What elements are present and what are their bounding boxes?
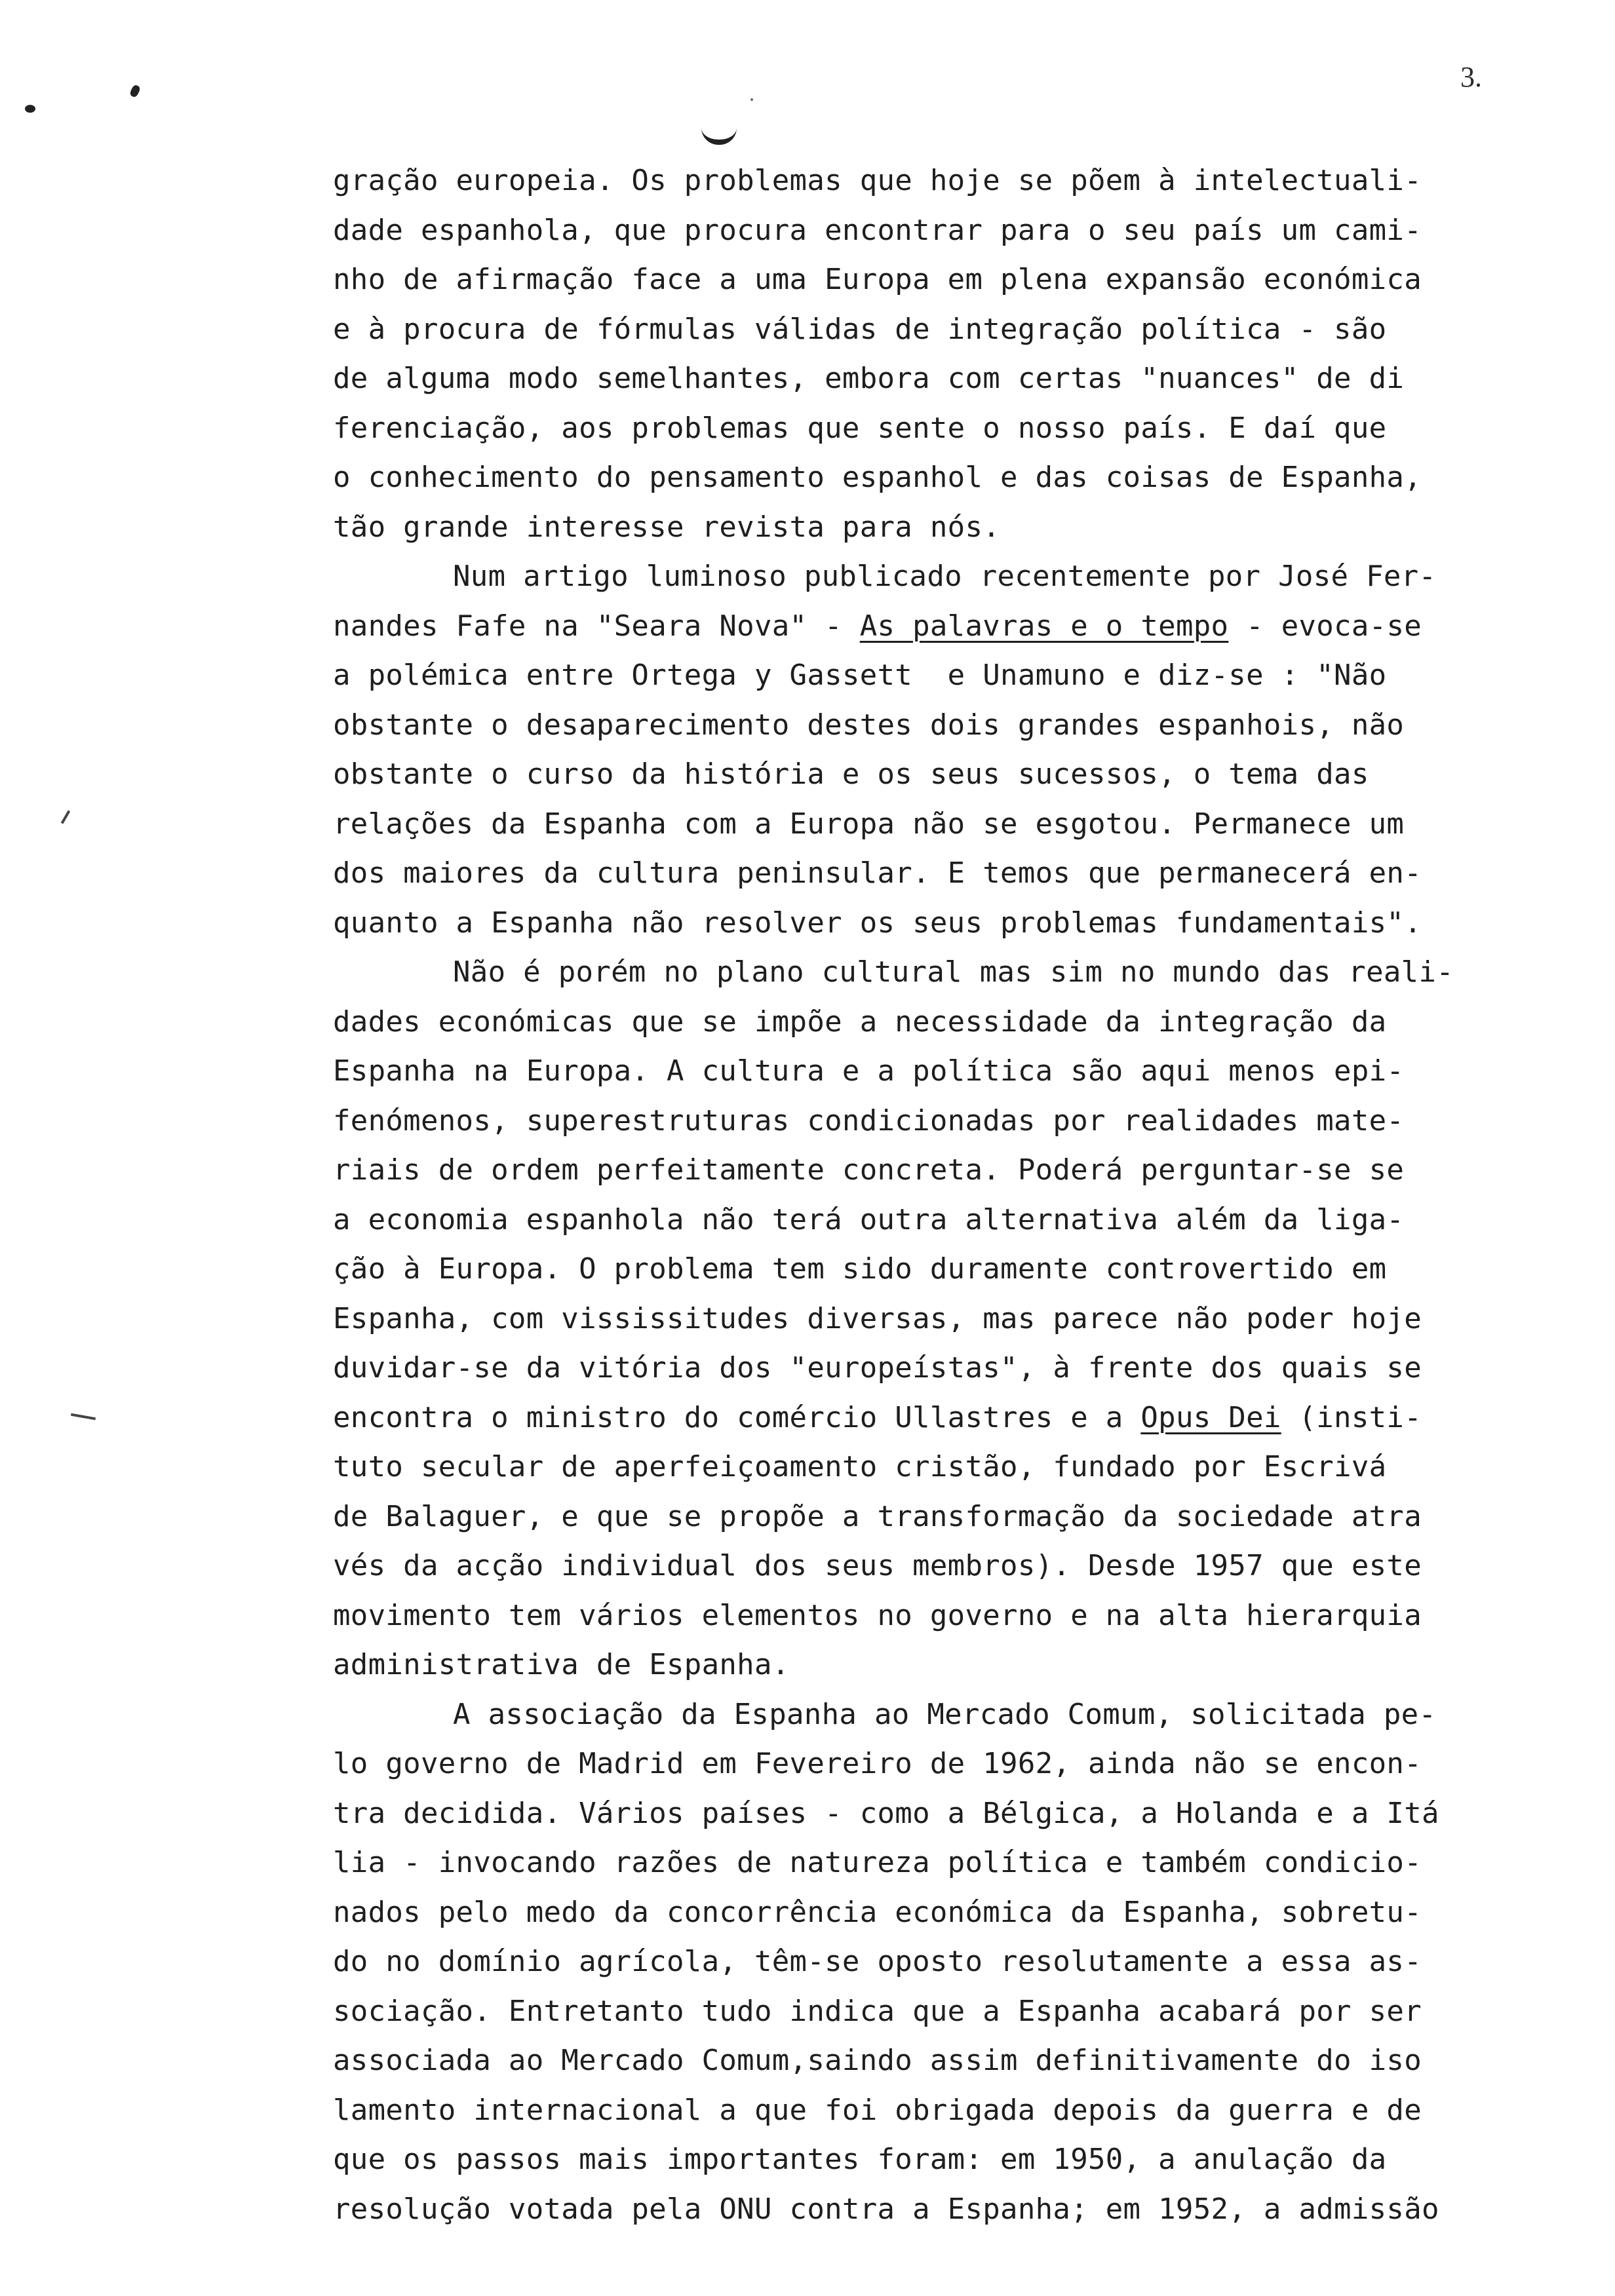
page-number: 3. xyxy=(1460,61,1482,93)
text-line: lia - invocando razões de natureza política e também condicio- xyxy=(333,1846,1422,1879)
text-line: encontra o ministro do comércio Ullastres e a Opus Dei (insti- xyxy=(333,1400,1422,1434)
text-line: e à procura de fórmulas válidas de integração política - são xyxy=(333,312,1387,346)
paragraph xyxy=(333,1690,1591,2234)
text-line: duvidar-se da vitória dos "europeístas", à frente dos quais se xyxy=(333,1351,1422,1385)
text-line: relações da Espanha com a Europa não se esgotou. Permanece um xyxy=(333,807,1405,841)
paragraph xyxy=(333,947,1591,1690)
underlined-title: As palavras e o tempo xyxy=(859,609,1229,643)
text-line: quanto a Espanha não resolver os seus problemas fundamentais". xyxy=(333,906,1422,940)
text-line: ção à Europa. O problema tem sido duramente controvertido em xyxy=(333,1252,1387,1286)
text-line: de alguma modo semelhantes, embora com certas "nuances" de di xyxy=(333,362,1405,395)
text-line: gração europeia. Os problemas que hoje se põem à intelectuali- xyxy=(333,164,1422,197)
text-line: movimento tem vários elementos no governo e na alta hierarquia xyxy=(333,1598,1422,1632)
text-line: lamento internacional a que foi obrigada depois da guerra e de xyxy=(333,2093,1422,2127)
ink-blot-mark xyxy=(25,105,35,113)
pencil-tick-mark xyxy=(701,128,737,145)
text-line: Espanha, com vississitudes diversas, mas parece não poder hoje xyxy=(333,1301,1422,1335)
margin-dash-mark xyxy=(71,1413,96,1421)
text-line: obstante o curso da história e os seus sucessos, o tema das xyxy=(333,757,1369,791)
text-line: nho de afirmação face a uma Europa em plena expansão económica xyxy=(333,263,1422,296)
text-line: lo governo de Madrid em Fevereiro de 1962, ainda não se encon- xyxy=(333,1747,1422,1780)
text-line: riais de ordem perfeitamente concreta. Poderá perguntar-se se xyxy=(333,1153,1405,1187)
ink-blot-mark xyxy=(129,84,141,98)
underlined-title: Opus Dei xyxy=(1140,1400,1281,1434)
text-line: associada ao Mercado Comum,saindo assim definitivamente do iso xyxy=(333,2044,1422,2077)
text-line: administrativa de Espanha. xyxy=(333,1648,790,1681)
text-line: fenómenos, superestruturas condicionadas por realidades mate- xyxy=(333,1103,1405,1138)
text-line: de Balaguer, e que se propõe a transformação da sociedade atra xyxy=(333,1499,1422,1533)
text-line: que os passos mais importantes foram: em 1950, a anulação da xyxy=(333,2143,1387,2176)
text-line: dades económicas que se impõe a necessidade da integração da xyxy=(333,1004,1387,1039)
ink-spot-mark xyxy=(750,98,753,101)
text-line: Não é porém no plano cultural mas sim no mundo das reali- xyxy=(453,955,1454,989)
paragraph xyxy=(333,552,1591,947)
text-line: o conhecimento do pensamento espanhol e das coisas de Espanha, xyxy=(333,461,1422,494)
text-line: dade espanhola, que procura encontrar para o seu país um cami- xyxy=(333,213,1422,247)
text-line: ferenciação, aos problemas que sente o nosso país. E daí que xyxy=(333,411,1387,445)
text-line: do no domínio agrícola, têm-se oposto resolutamente a essa as- xyxy=(333,1945,1422,1978)
text-line: nados pelo medo da concorrência económica da Espanha, sobretu- xyxy=(333,1895,1422,1929)
text-line: obstante o desaparecimento destes dois grandes espanhois, não xyxy=(333,708,1405,742)
text-line: a polémica entre Ortega y Gassett e Unamuno e diz-se : "Não xyxy=(333,659,1387,692)
text-line: dos maiores da cultura peninsular. E temos que permanecerá en- xyxy=(333,856,1422,890)
typed-document-body xyxy=(333,156,1591,2234)
text-line: Espanha na Europa. A cultura e a política são aqui menos epi- xyxy=(333,1054,1405,1088)
text-line: A associação da Espanha ao Mercado Comum, solicitada pe- xyxy=(453,1697,1437,1731)
margin-mark xyxy=(61,810,70,824)
text-line: a economia espanhola não terá outra alternativa além da liga- xyxy=(333,1202,1405,1236)
text-line: vés da acção individual dos seus membros). Desde 1957 que este xyxy=(333,1549,1422,1582)
text-line: nandes Fafe na "Seara Nova" - As palavras e o tempo - evoca-se xyxy=(333,609,1422,643)
text-line: tuto secular de aperfeiçoamento cristão, fundado por Escrivá xyxy=(333,1450,1387,1483)
text-line: tra decidida. Vários países - como a Bélgica, a Holanda e a Itá xyxy=(333,1796,1439,1830)
paragraph xyxy=(333,156,1591,552)
text-line: sociação. Entretanto tudo indica que a Espanha acabará por ser xyxy=(333,1994,1422,2028)
text-line: Num artigo luminoso publicado recentemente por José Fer- xyxy=(453,560,1437,593)
text-line: tão grande interesse revista para nós. xyxy=(333,510,1001,544)
text-line: resolução votada pela ONU contra a Espanha; em 1952, a admissão xyxy=(333,2192,1439,2226)
